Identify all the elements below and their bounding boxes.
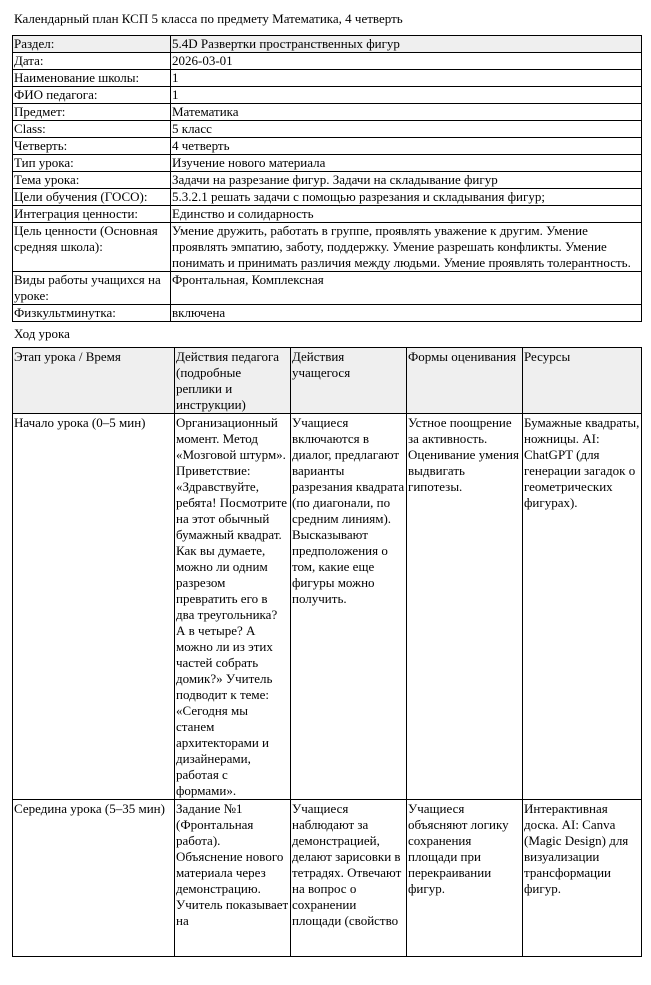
assessment-cell: Учащиеся объясняют логику сохранения площади при перекраивании фигур. (407, 800, 523, 957)
info-row (13, 172, 642, 189)
info-value: Изучение нового материала (171, 155, 642, 172)
info-row (13, 272, 642, 305)
info-label: Раздел: (13, 36, 171, 53)
info-row (13, 121, 642, 138)
info-value: 5 класс (171, 121, 642, 138)
header-student-actions: Действия учащегося (291, 348, 407, 414)
lesson-flow-label: Ход урока (14, 326, 70, 341)
info-label: Физкультминутка: (13, 305, 171, 322)
info-row (13, 223, 642, 272)
teacher-cell: Организационный момент. Метод «Мозговой штурм». Приветствие: «Здравствуйте, ребята! Посмотрите на этот обычный бумажный квадрат. Как вы думаете, можно ли одним разрезом превратить его в два треугольника? А в четыре? А можно ли из этих частей собрать домик?» Учитель подводит к теме: «Сегодня мы станем архитекторами и дизайнерами, работая с формами». (175, 414, 291, 800)
info-label: Тип урока: (13, 155, 171, 172)
header-resources: Ресурсы (523, 348, 642, 414)
info-value: 1 (171, 87, 642, 104)
info-value: Единство и солидарность (171, 206, 642, 223)
info-row (13, 206, 642, 223)
page-title: Календарный план КСП 5 класса по предмету Математика, 4 четверть (14, 11, 403, 26)
info-value: 5.3.2.1 решать задачи с помощью разрезания и складывания фигур; (171, 189, 642, 206)
stage-cell: Начало урока (0–5 мин) (13, 414, 175, 800)
info-value: включена (171, 305, 642, 322)
header-teacher-actions: Действия педагога (подробные реплики и инструкции) (175, 348, 291, 414)
info-row (13, 155, 642, 172)
info-value: 2026-03-01 (171, 53, 642, 70)
info-row (13, 189, 642, 206)
teacher-cell: Задание №1 (Фронтальная работа). Объяснение нового материала через демонстрацию. Учитель показывает на (175, 800, 291, 957)
info-row (13, 70, 642, 87)
info-label: Class: (13, 121, 171, 138)
flow-row-middle (13, 800, 642, 957)
info-row (13, 305, 642, 322)
info-label: ФИО педагога: (13, 87, 171, 104)
info-label: Цель ценности (Основная средняя школа): (13, 223, 171, 272)
info-value: 5.4D Развертки пространственных фигур (171, 36, 642, 53)
info-row (13, 138, 642, 155)
info-value: 1 (171, 70, 642, 87)
info-row (13, 87, 642, 104)
info-value: Задачи на разрезание фигур. Задачи на складывание фигур (171, 172, 642, 189)
info-label: Наименование школы: (13, 70, 171, 87)
assessment-cell: Устное поощрение за активность. Оценивание умения выдвигать гипотезы. (407, 414, 523, 800)
info-label: Предмет: (13, 104, 171, 121)
info-label: Цели обучения (ГОСО): (13, 189, 171, 206)
info-label: Тема урока: (13, 172, 171, 189)
header-stage: Этап урока / Время (13, 348, 175, 414)
flow-row-start (13, 414, 642, 800)
flow-header-row (13, 348, 642, 414)
lesson-flow-table (12, 347, 642, 957)
info-value: Умение дружить, работать в группе, проявлять уважение к другим. Умение проявлять эмпатию, заботу, поддержку. Умение разрешать конфликты. Умение понимать и принимать различия между людьми. Умение проявлять толерантность. (171, 223, 642, 272)
resources-cell: Интерактивная доска. AI: Canva (Magic Design) для визуализации трансформации фигур. (523, 800, 642, 957)
info-value: Математика (171, 104, 642, 121)
students-cell: Учащиеся включаются в диалог, предлагают варианты разрезания квадрата (по диагонали, по средним линиям). Высказывают предположения о том, какие еще фигуры можно получить. (291, 414, 407, 800)
info-label: Четверть: (13, 138, 171, 155)
info-value: Фронтальная, Комплексная (171, 272, 642, 305)
info-label: Дата: (13, 53, 171, 70)
info-label: Виды работы учащихся на уроке: (13, 272, 171, 305)
resources-cell: Бумажные квадраты, ножницы. AI: ChatGPT (для генерации загадок о геометрических фигурах). (523, 414, 642, 800)
header-assessment: Формы оценивания (407, 348, 523, 414)
info-row (13, 53, 642, 70)
stage-cell: Середина урока (5–35 мин) (13, 800, 175, 957)
students-cell: Учащиеся наблюдают за демонстрацией, делают зарисовки в тетрадях. Отвечают на вопрос о сохранении площади (свойство (291, 800, 407, 957)
info-row (13, 36, 642, 53)
lesson-info-table (12, 35, 642, 322)
info-row (13, 104, 642, 121)
info-label: Интеграция ценности: (13, 206, 171, 223)
info-value: 4 четверть (171, 138, 642, 155)
